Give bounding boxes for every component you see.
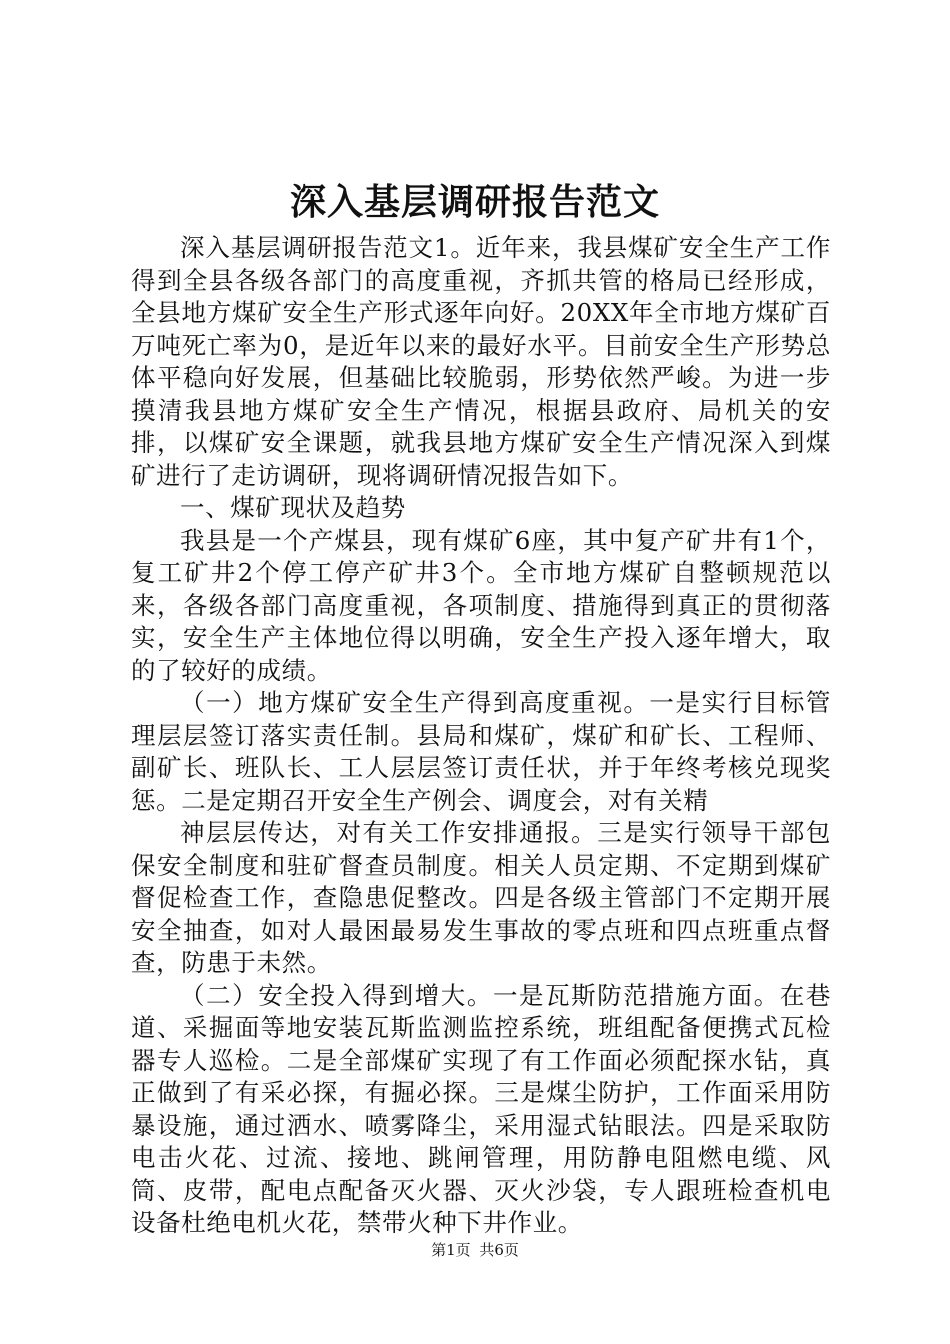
section-heading-1: 一、煤矿现状及趋势: [180, 493, 406, 522]
page-number: 第1页: [431, 1241, 471, 1259]
document-title: 深入基层调研报告范文: [289, 181, 660, 223]
page-total: 共6页: [479, 1241, 519, 1259]
paragraph-subsection-2: （二）安全投入得到增大。一是瓦斯防范措施方面。在巷道、采掘面等地安装瓦斯监测监控系统，班组配备便携式瓦检器专人巡检。二是全部煤矿实现了有工作面必须配探水钻，真正做到了有采必探，有掘必探。三是煤尘防护，工作面采用防暴设施，通过洒水、喷雾降尘，采用湿式钻眼法。四是采取防电击火花、过流、接地、跳闸管理，用防静电阻燃电缆、风筒、皮带，配电点配备灭火器、灭火沙袋，专人跟班检查机电设备杜绝电机火花，禁带火种下井作业。: [131, 980, 831, 1237]
paragraph-status: 我县是一个产煤县，现有煤矿6座，其中复产矿井有1个，复工矿井2个停工停产矿井3个。全市地方煤矿自整顿规范以来，各级各部门高度重视，各项制度、措施得到真正的贯彻落实，安全生产主体地位得以明确，安全生产投入逐年增大，取的了较好的成绩。: [131, 525, 831, 685]
paragraph-continuation: 神层层传达，对有关工作安排通报。三是实行领导干部包保安全制度和驻矿督查员制度。相关人员定期、不定期到煤矿督促检查工作，查隐患促整改。四是各级主管部门不定期开展安全抽查，如对人最困最易发生事故的零点班和四点班重点督查，防患于未然。: [131, 818, 831, 977]
document-body: [131, 232, 831, 1240]
paragraph-subsection-1: （一）地方煤矿安全生产得到高度重视。一是实行目标管理层层签订落实责任制。县局和煤矿，煤矿和矿长、工程师、副矿长、班队长、工人层层签订责任状，并于年终考核兑现奖惩。二是定期召开安全生产例会、调度会，对有关精: [131, 688, 831, 815]
page-footer: [0, 1239, 950, 1261]
paragraph-intro: 深入基层调研报告范文1。近年来，我县煤矿安全生产工作得到全县各级各部门的高度重视，齐抓共管的格局已经形成，全县地方煤矿安全生产形式逐年向好。20XX年全市地方煤矿百万吨死亡率为0，是近年以来的最好水平。目前安全生产形势总体平稳向好发展，但基础比较脆弱，形势依然严峻。为进一步摸清我县地方煤矿安全生产情况，根据县政府、局机关的安排，以煤矿安全课题，就我县地方煤矿安全生产情况深入到煤矿进行了走访调研，现将调研情况报告如下。: [131, 233, 831, 490]
